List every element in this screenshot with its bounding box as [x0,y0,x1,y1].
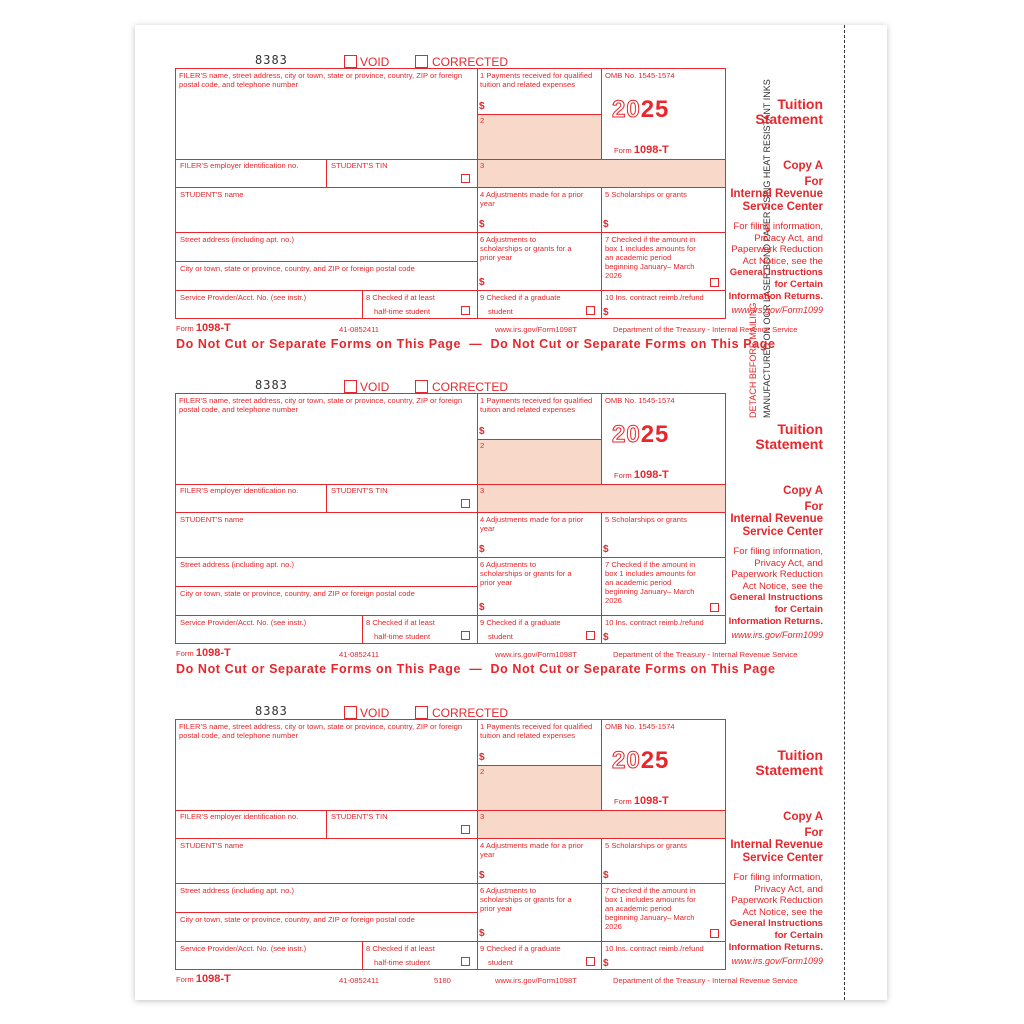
form-1098t-copy [0,0,1024,351]
box1-dollar: $ [479,101,485,112]
copy-a-heading: Copy A For Internal Revenue Service Center [730,485,823,538]
city-label: City or town, state or province, country, and ZIP or foreign postal code [180,589,415,598]
box6-dollar: $ [479,277,485,288]
box10-dollar: $ [603,632,609,643]
footer-department: Department of the Treasury - Internal Revenue Service [613,650,798,659]
form-code: 8383 [255,704,288,718]
box2-label: 2 [480,767,485,776]
form-1098t-copy [0,325,1024,676]
box1-label: 1 Payments received for qualified tuition and related expenses [480,71,593,89]
footer-form-name: Form 1098-T [176,973,231,985]
omb-number: OMB No. 1545-1574 [605,722,675,731]
student-name-label: STUDENT'S name [180,515,244,524]
student-tin-label: STUDENT'S TIN [331,161,388,170]
form-1098t-copy [0,651,1024,985]
void-checkbox[interactable] [344,55,357,68]
box5-label: 5 Scholarships or grants [605,841,687,850]
manufactured-note: MANUFACTURED ON OCR LASER BOND PAPER USING HEAT RESISTANT INKS [762,79,772,418]
footer-form-name: Form 1098-T [176,322,231,334]
box7-label: 7 Checked if the amount in box 1 includes amounts for an academic period beginning January– March 2026 [605,560,696,605]
box9-checkbox[interactable] [586,631,595,640]
filing-info-notice: For filing information, Privacy Act, and Paperwork Reduction Act Notice, see the General Instructions for Certain Information Returns. [728,221,823,302]
form-code: 8383 [255,53,288,67]
void-checkbox[interactable] [344,706,357,719]
footer-cat-no: 41-0852411 [339,650,379,659]
tax-year: 2025 [612,747,670,774]
corrected-checkbox[interactable] [415,380,428,393]
service-provider-label: Service Provider/Acct. No. (see instr.) [180,944,307,953]
void-label: VOID [360,55,390,69]
student-tin-checkbox[interactable] [461,499,470,508]
do-not-cut-banner: Do Not Cut or Separate Forms on This Page — Do Not Cut or Separate Forms on This Page [176,662,776,676]
box10-label: 10 Ins. contract reimb./refund [605,293,704,302]
box4-label: 4 Adjustments made for a prior year [480,190,584,208]
box7-checkbox[interactable] [710,603,719,612]
detach-before-mailing-text: DETACH BEFORE MAILING [748,302,758,418]
footer-department: Department of the Treasury - Internal Revenue Service [613,976,798,985]
student-tin-checkbox[interactable] [461,174,470,183]
box9-label: 9 Checked if a graduate [480,944,561,953]
box9-label-line2: student [488,307,513,316]
filing-info-notice: For filing information, Privacy Act, and Paperwork Reduction Act Notice, see the General Instructions for Certain Information Returns. [728,872,823,953]
box8-label: 8 Checked if at least [366,293,435,302]
box9-label: 9 Checked if a graduate [480,618,561,627]
street-address-label: Street address (including apt. no.) [180,235,294,244]
form-title: Tuition Statement [755,96,823,127]
void-label: VOID [360,706,390,720]
corrected-label: CORRECTED [432,380,509,394]
service-provider-label: Service Provider/Acct. No. (see instr.) [180,293,307,302]
box10-dollar: $ [603,307,609,318]
street-address-label: Street address (including apt. no.) [180,560,294,569]
box5-label: 5 Scholarships or grants [605,515,687,524]
box3-label: 3 [480,161,485,170]
box5-dollar: $ [603,870,609,881]
filer-ein-label: FILER'S employer identification no. [180,161,299,170]
footer-page-code: 5180 [434,976,451,985]
box1-label: 1 Payments received for qualified tuition and related expenses [480,722,593,740]
irs-form1099-url: www.irs.gov/Form1099 [731,630,823,640]
box9-checkbox[interactable] [586,957,595,966]
void-checkbox[interactable] [344,380,357,393]
omb-number: OMB No. 1545-1574 [605,396,675,405]
box4-dollar: $ [479,219,485,230]
box6-label: 6 Adjustments to scholarships or grants for a prior year [480,560,572,587]
copy-a-heading: Copy A For Internal Revenue Service Center [730,811,823,864]
box6-label: 6 Adjustments to scholarships or grants for a prior year [480,886,572,913]
student-tin-label: STUDENT'S TIN [331,486,388,495]
form-name: Form 1098-T [614,795,669,807]
student-name-label: STUDENT'S name [180,841,244,850]
box8-label-line2: half-time student [374,632,431,641]
street-address-label: Street address (including apt. no.) [180,886,294,895]
box8-checkbox[interactable] [461,957,470,966]
void-label: VOID [360,380,390,394]
box2-label: 2 [480,116,485,125]
box6-dollar: $ [479,928,485,939]
box5-dollar: $ [603,544,609,555]
box8-checkbox[interactable] [461,631,470,640]
filing-info-notice: For filing information, Privacy Act, and Paperwork Reduction Act Notice, see the General Instructions for Certain Information Returns. [728,546,823,627]
footer-cat-no: 41-0852411 [339,976,379,985]
box5-label: 5 Scholarships or grants [605,190,687,199]
box1-dollar: $ [479,426,485,437]
form-name: Form 1098-T [614,469,669,481]
box3-label: 3 [480,486,485,495]
city-label: City or town, state or province, country, and ZIP or foreign postal code [180,915,415,924]
copy-a-heading: Copy A For Internal Revenue Service Center [730,160,823,213]
form-title: Tuition Statement [755,421,823,452]
box6-label: 6 Adjustments to scholarships or grants for a prior year [480,235,572,262]
box9-label: 9 Checked if a graduate [480,293,561,302]
box9-checkbox[interactable] [586,306,595,315]
box10-dollar: $ [603,958,609,969]
box3-label: 3 [480,812,485,821]
form-code: 8383 [255,378,288,392]
box4-label: 4 Adjustments made for a prior year [480,515,584,533]
omb-number: OMB No. 1545-1574 [605,71,675,80]
box9-label-line2: student [488,958,513,967]
student-tin-checkbox[interactable] [461,825,470,834]
box8-label: 8 Checked if at least [366,618,435,627]
box1-dollar: $ [479,752,485,763]
box7-label: 7 Checked if the amount in box 1 includes amounts for an academic period beginning January– March 2026 [605,886,696,931]
irs-form1099-url: www.irs.gov/Form1099 [731,305,823,315]
irs-form1099-url: www.irs.gov/Form1099 [731,956,823,966]
box1-label: 1 Payments received for qualified tuition and related expenses [480,396,593,414]
box7-checkbox[interactable] [710,278,719,287]
filer-name-label: FILER'S name, street address, city or town, state or province, country, ZIP or foreign postal code, and telephone number [179,396,463,414]
box8-label: 8 Checked if at least [366,944,435,953]
corrected-label: CORRECTED [432,706,509,720]
box7-label: 7 Checked if the amount in box 1 includes amounts for an academic period beginning January– March 2026 [605,235,696,280]
footer-url: www.irs.gov/Form1098T [495,325,577,334]
corrected-checkbox[interactable] [415,706,428,719]
form-title: Tuition Statement [755,747,823,778]
filer-name-label: FILER'S name, street address, city or town, state or province, country, ZIP or foreign postal code, and telephone number [179,722,463,740]
footer-department: Department of the Treasury - Internal Revenue Service [613,325,798,334]
box4-label: 4 Adjustments made for a prior year [480,841,584,859]
box9-label-line2: student [488,632,513,641]
footer-form-name: Form 1098-T [176,647,231,659]
box10-label: 10 Ins. contract reimb./refund [605,618,704,627]
service-provider-label: Service Provider/Acct. No. (see instr.) [180,618,307,627]
corrected-checkbox[interactable] [415,55,428,68]
filer-ein-label: FILER'S employer identification no. [180,486,299,495]
student-name-label: STUDENT'S name [180,190,244,199]
form-name: Form 1098-T [614,144,669,156]
box4-dollar: $ [479,544,485,555]
box10-label: 10 Ins. contract reimb./refund [605,944,704,953]
filer-name-label: FILER'S name, street address, city or town, state or province, country, ZIP or foreign postal code, and telephone number [179,71,463,89]
box8-label-line2: half-time student [374,307,431,316]
tax-year: 2025 [612,421,670,448]
city-label: City or town, state or province, country, and ZIP or foreign postal code [180,264,415,273]
footer-url: www.irs.gov/Form1098T [495,976,577,985]
box8-checkbox[interactable] [461,306,470,315]
tax-year: 2025 [612,96,670,123]
do-not-cut-banner: Do Not Cut or Separate Forms on This Page — Do Not Cut or Separate Forms on This Page [176,337,776,351]
filer-ein-label: FILER'S employer identification no. [180,812,299,821]
student-tin-label: STUDENT'S TIN [331,812,388,821]
box2-label: 2 [480,441,485,450]
box8-label-line2: half-time student [374,958,431,967]
footer-cat-no: 41-0852411 [339,325,379,334]
box6-dollar: $ [479,602,485,613]
footer-url: www.irs.gov/Form1098T [495,650,577,659]
box4-dollar: $ [479,870,485,881]
box7-checkbox[interactable] [710,929,719,938]
corrected-label: CORRECTED [432,55,509,69]
box5-dollar: $ [603,219,609,230]
